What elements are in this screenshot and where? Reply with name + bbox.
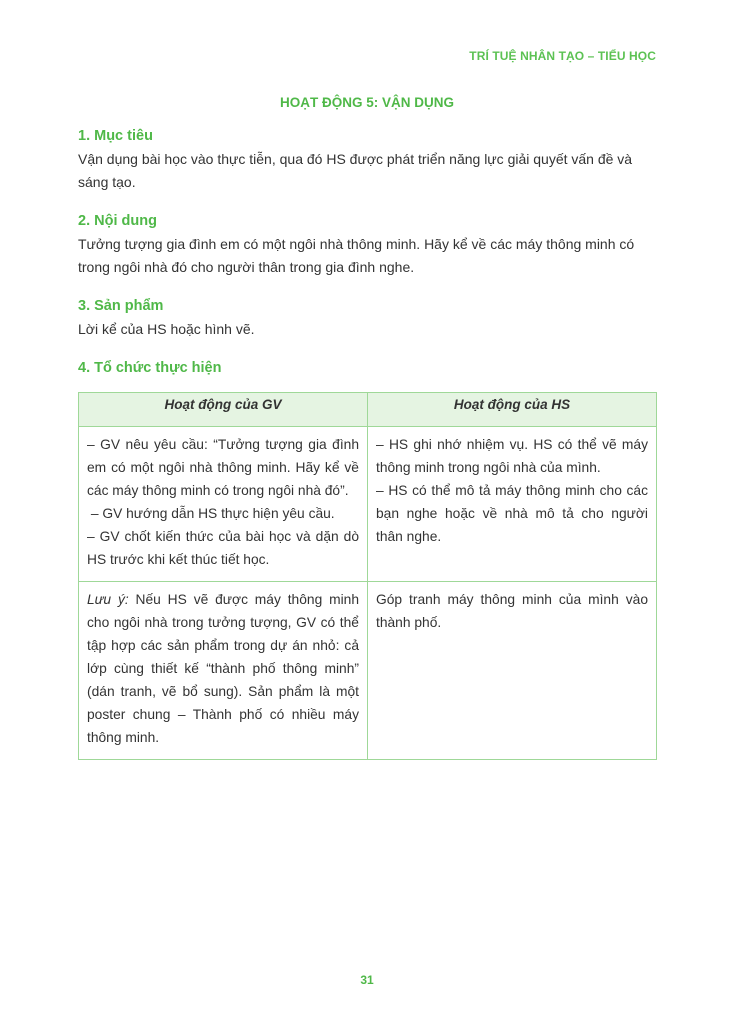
section-product [78, 298, 658, 341]
table-header-row [79, 393, 657, 427]
section-implementation [78, 360, 658, 376]
teacher-step: – GV hướng dẫn HS thực hiện yêu cầu. [87, 506, 335, 521]
table-row [79, 427, 657, 582]
section-body: Vận dụng bài học vào thực tiễn, qua đó HS được phát triển năng lực giải quyết vấn đề và sáng tạo. [78, 151, 633, 190]
section-objective [78, 128, 658, 194]
section-body: Lời kể của HS hoặc hình vẽ. [78, 321, 255, 337]
student-cell [368, 582, 657, 760]
page-number: 31 [360, 973, 374, 987]
student-step: Góp tranh máy thông minh của mình vào thành phố. [376, 592, 648, 630]
teacher-cell [79, 582, 368, 760]
section-heading: 1. Mục tiêu [78, 128, 153, 144]
section-heading: 3. Sản phẩm [78, 298, 164, 314]
teacher-step: – GV nêu yêu cầu: “Tưởng tượng gia đình em có một ngôi nhà thông minh. Hãy kể về các máy thông minh có trong ngôi nhà đó”. [87, 437, 359, 498]
student-step: – HS có thể mô tả máy thông minh cho các bạn nghe hoặc về nhà mô tả cho người thân nghe. [376, 483, 648, 544]
running-header: TRÍ TUỆ NHÂN TẠO – TIỂU HỌC [469, 49, 656, 63]
section-content [78, 213, 658, 279]
student-cell [368, 427, 657, 582]
section-body: Tưởng tượng gia đình em có một ngôi nhà thông minh. Hãy kể về các máy thông minh có trong ngôi nhà đó cho người thân trong gia đình nghe. [78, 236, 635, 275]
section-heading: 4. Tổ chức thực hiện [78, 360, 222, 376]
note-text: Nếu HS vẽ được máy thông minh cho ngôi nhà trong tưởng tượng, GV có thể tập hợp các sản phẩm trong dự án nhỏ: cả lớp cùng thiết kế “thành phố thông minh” (dán tranh, vẽ bổ sung). Sản phẩm là một poster chung – Thành phố có nhiều máy thông minh. [87, 592, 359, 745]
activity-table [78, 392, 657, 760]
student-step: – HS ghi nhớ nhiệm vụ. HS có thể vẽ máy thông minh trong ngôi nhà của mình. [376, 437, 648, 475]
header-teacher-activity: Hoạt động của GV [79, 393, 368, 427]
activity-title: HOẠT ĐỘNG 5: VẬN DỤNG [279, 95, 454, 110]
note-label: Lưu ý: [87, 592, 129, 607]
teacher-cell [79, 427, 368, 582]
header-student-activity: Hoạt động của HS [368, 393, 657, 427]
teacher-step: – GV chốt kiến thức của bài học và dặn dò HS trước khi kết thúc tiết học. [87, 529, 359, 567]
table-row [79, 582, 657, 760]
section-heading: 2. Nội dung [78, 213, 157, 229]
